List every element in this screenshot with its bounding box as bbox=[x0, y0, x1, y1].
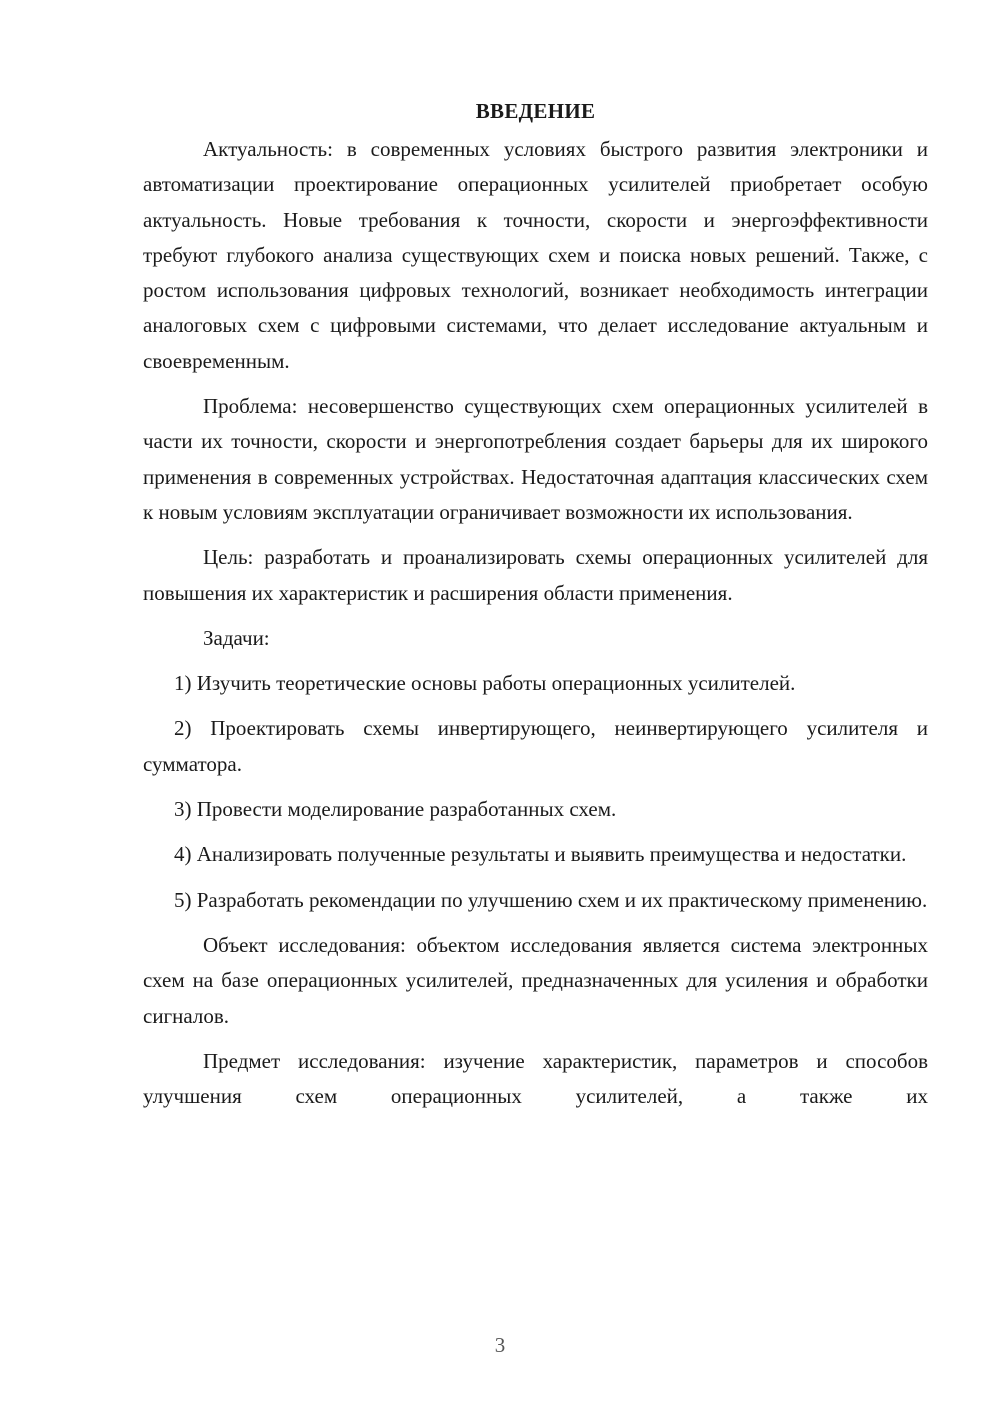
page-number: 3 bbox=[494, 1333, 506, 1357]
task-item-3: 3) Провести моделирование разработанных схем. bbox=[174, 797, 617, 822]
paragraph-problem: Проблема: несовершенство существующих схем операционных усилителей в части их точности, скорости и энергопотребления создает барьеры для их широкого применения в современных устройствах. Недостаточная адаптация классических схем к новым условиям эксплуатации ограничивает возможности их использования. bbox=[143, 394, 928, 524]
paragraph-goal: Цель: разработать и проанализировать схемы операционных усилителей для повышения их характеристик и расширения области применения. bbox=[143, 545, 928, 605]
paragraph-object: Объект исследования: объектом исследования является система электронных схем на базе операционных усилителей, предназначенных для усиления и обработки сигналов. bbox=[143, 932, 928, 1028]
task-item-4: 4) Анализировать полученные результаты и выявить преимущества и недостатки. bbox=[174, 842, 907, 867]
paragraph-relevance: Актуальность: в современных условиях быстрого развития электроники и автоматизации проектирование операционных усилителей приобретает особую актуальность. Новые требования к точности, скорости и энергоэффективности требуют глубокого анализа существующих схем и поиска новых решений. Также, с ростом использования цифровых технологий, возникает необходимость интеграции аналоговых схем с цифровыми системами, что делает исследование актуальным и своевременным. bbox=[143, 137, 928, 373]
task-item-2: 2) Проектировать схемы инвертирующего, неинвертирующего усилителя и сумматора. bbox=[143, 716, 928, 776]
document-page bbox=[143, 96, 928, 1124]
task-item-1: 1) Изучить теоретические основы работы операционных усилителей. bbox=[174, 671, 796, 696]
paragraph-subject: Предмет исследования: изучение характеристик, параметров и способов улучшения схем операционных усилителей, а также их bbox=[143, 1048, 928, 1109]
tasks-heading: Задачи: bbox=[203, 625, 270, 650]
task-item-5: 5) Разработать рекомендации по улучшению схем и их практическому применению. bbox=[174, 887, 928, 912]
section-title: ВВЕДЕНИЕ bbox=[475, 99, 596, 123]
